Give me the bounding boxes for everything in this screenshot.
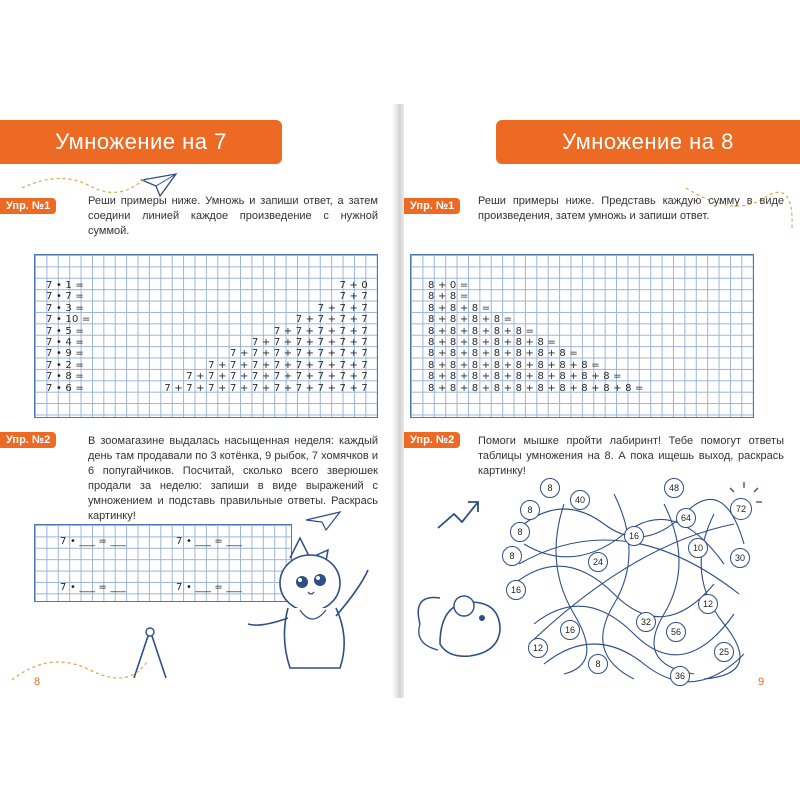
left-ex1-text: Реши примеры ниже. Умножь и запиши ответ, а затем соедини линией каждое произведение с нужной суммой. bbox=[88, 195, 378, 237]
maze-number: 10 bbox=[688, 538, 708, 558]
maze-number: 36 bbox=[670, 666, 690, 686]
right-ex1-row: 8 + 8 + 8 + 8 = bbox=[428, 314, 513, 326]
maze-number: 8 bbox=[510, 522, 530, 542]
left-ex1-product: 7 • 4 = bbox=[46, 337, 84, 348]
left-ex1-sum: 7 + 7 + 7 + 7 + 7 + 7 + 7 + 7 + 7 + 7 bbox=[164, 382, 368, 394]
left-ex2-item: 7 • ___ = ___ bbox=[176, 582, 242, 593]
right-page-title: Умножение на 8 bbox=[496, 120, 800, 164]
left-ex1-sum: 7 + 7 + 7 + 7 + 7 + 7 bbox=[251, 337, 368, 348]
right-ex1-row: 8 + 8 + 8 + 8 + 8 + 8 + 8 + 8 + 8 = bbox=[428, 371, 622, 383]
maze-number: 16 bbox=[506, 580, 526, 600]
right-ex1-row: 8 + 0 = bbox=[428, 280, 469, 291]
right-ex1-row: 8 + 8 + 8 + 8 + 8 + 8 + 8 = bbox=[428, 348, 578, 360]
maze-number: 56 bbox=[666, 622, 686, 642]
left-ex2-item: 7 • ___ = ___ bbox=[176, 536, 242, 547]
left-ex1-product: 7 • 2 = bbox=[46, 359, 84, 371]
left-ex1-sum: 7 + 7 + 7 + 7 + 7 + 7 + 7 bbox=[230, 348, 368, 360]
left-ex1-product: 7 • 1 = bbox=[46, 280, 84, 291]
left-page-number: 8 bbox=[34, 676, 41, 688]
right-ex1-row: 8 + 8 + 8 = bbox=[428, 302, 491, 314]
left-ex2-text: В зоомагазине выдалась насыщенная неделя: каждый день там продавали по 3 котёнка, 9 рыбок, 7 хомячков и 6 попугайчиков. Посчитай, сколько всего зверюшек продали за неделю: запиши в виде выражений с умножением и подставь правильные ответы. Раскрась картинку! bbox=[88, 435, 378, 522]
maze-number: 24 bbox=[588, 552, 608, 572]
left-ex2-tag: Упр. №2 bbox=[0, 432, 56, 448]
left-ex1-product: 7 • 10 = bbox=[46, 314, 91, 326]
maze-number: 8 bbox=[588, 654, 608, 674]
right-page bbox=[404, 104, 800, 698]
maze-number: 48 bbox=[664, 478, 684, 498]
mouse-illustration-icon bbox=[410, 574, 510, 664]
right-ex1-row: 8 + 8 = bbox=[428, 291, 469, 303]
paper-plane-icon bbox=[304, 508, 344, 534]
maze-number: 8 bbox=[520, 500, 540, 520]
maze-number: 8 bbox=[502, 546, 522, 566]
left-ex1-sum: 7 + 7 bbox=[339, 291, 368, 303]
maze-number: 30 bbox=[730, 548, 750, 568]
left-ex1-product: 7 • 7 = bbox=[46, 291, 84, 303]
maze-number: 12 bbox=[528, 638, 548, 658]
left-ex1-product: 7 • 5 = bbox=[46, 325, 84, 337]
right-ex1-row: 8 + 8 + 8 + 8 + 8 + 8 + 8 + 8 + 8 + 8 = bbox=[428, 382, 644, 394]
right-page-number: 9 bbox=[758, 676, 765, 688]
maze-number: 16 bbox=[560, 620, 580, 640]
left-ex1-sum: 7 + 7 + 7 + 7 + 7 + 7 + 7 + 7 bbox=[208, 359, 368, 371]
left-ex1-tag: Упр. №1 bbox=[0, 198, 56, 214]
right-ex1-row: 8 + 8 + 8 + 8 + 8 + 8 = bbox=[428, 337, 557, 348]
maze-number: 40 bbox=[570, 490, 590, 510]
left-ex1-sum: 7 + 7 + 7 + 7 bbox=[295, 314, 368, 326]
left-ex1-sum: 7 + 7 + 7 bbox=[317, 302, 368, 314]
maze-number: 12 bbox=[698, 594, 718, 614]
left-ex1-sum: 7 + 0 bbox=[339, 280, 368, 291]
arrow-icon bbox=[434, 494, 484, 534]
left-ex1-sum: 7 + 7 + 7 + 7 + 7 bbox=[273, 325, 368, 337]
left-ex1-product: 7 • 3 = bbox=[46, 302, 84, 314]
cat-illustration-icon bbox=[240, 528, 380, 678]
exit-burst-icon bbox=[724, 480, 764, 520]
right-ex1-text: Реши примеры ниже. Представь каждую сумму в виде произведения, затем умножь и запиши ответ. bbox=[478, 195, 784, 222]
left-ex1-product: 7 • 6 = bbox=[46, 382, 84, 394]
left-ex1-product: 7 • 9 = bbox=[46, 348, 84, 360]
left-ex2-item: 7 • ___ = ___ bbox=[60, 536, 126, 547]
left-page-title: Умножение на 7 bbox=[0, 120, 282, 164]
right-ex2-text: Помоги мышке пройти лабиринт! Тебе помогут ответы таблицы умножения на 8. А пока ищешь выход, раскрась картинку! bbox=[478, 435, 784, 477]
dotted-trail-icon bbox=[20, 168, 150, 196]
maze-number: 64 bbox=[676, 508, 696, 528]
left-ex1-product: 7 • 8 = bbox=[46, 371, 84, 383]
right-ex1-row: 8 + 8 + 8 + 8 + 8 + 8 + 8 + 8 = bbox=[428, 359, 600, 371]
right-ex2-tag: Упр. №2 bbox=[404, 432, 460, 448]
left-ex1-sum: 7 + 7 + 7 + 7 + 7 + 7 + 7 + 7 + 7 bbox=[186, 371, 368, 383]
right-ex1-row: 8 + 8 + 8 + 8 + 8 = bbox=[428, 325, 535, 337]
maze-number: 8 bbox=[540, 478, 560, 498]
right-ex1-tag: Упр. №1 bbox=[404, 198, 460, 214]
maze-number: 25 bbox=[714, 642, 734, 662]
maze-number: 72 bbox=[730, 498, 752, 520]
maze-number: 32 bbox=[636, 612, 656, 632]
left-ex2-item: 7 • ___ = ___ bbox=[60, 582, 126, 593]
left-page bbox=[0, 104, 396, 698]
maze-number: 16 bbox=[624, 526, 644, 546]
dotted-trail-icon bbox=[10, 640, 150, 690]
